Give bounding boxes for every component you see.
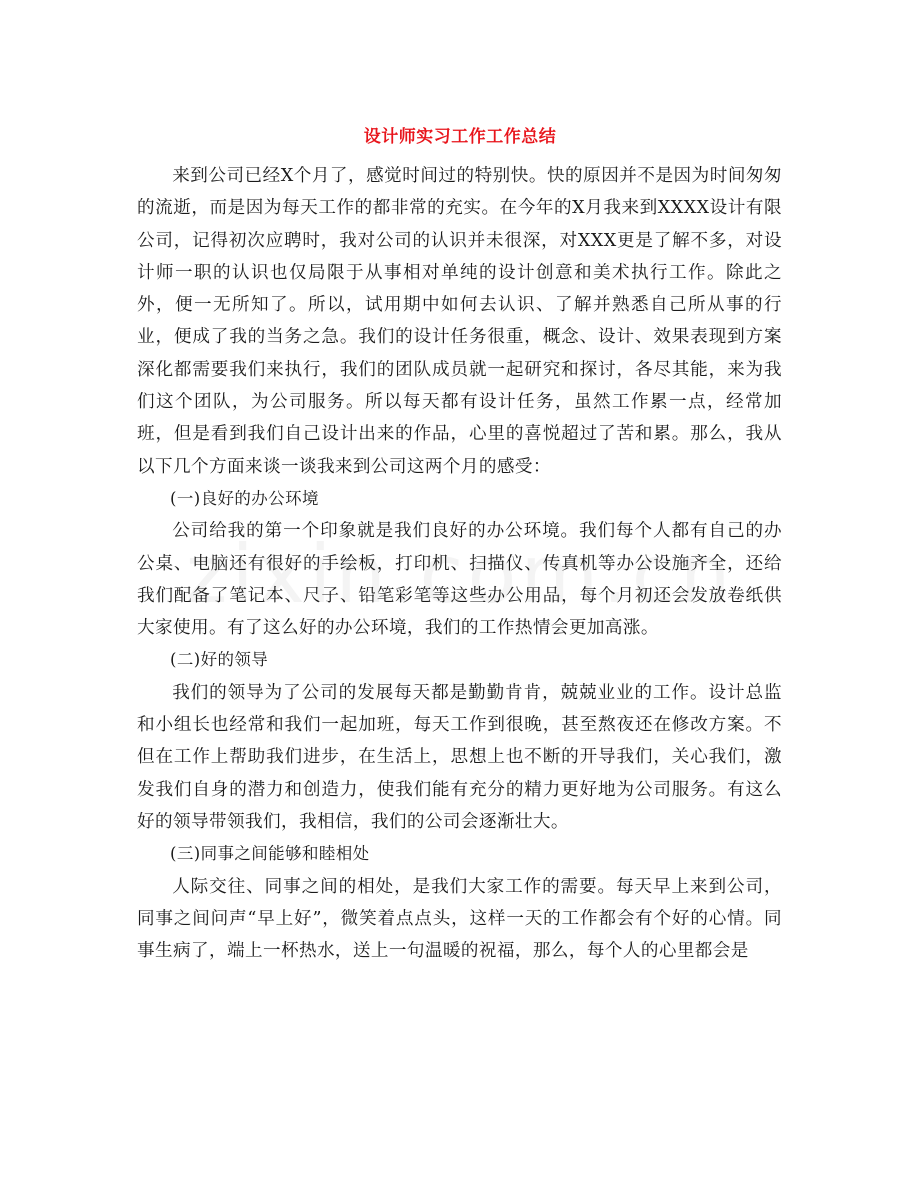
document-title: 设计师实习工作工作总结 — [363, 127, 557, 147]
section-paragraph-2: 我们的领导为了公司的发展每天都是勤勤肯肯，兢兢业业的工作。设计总监和小组长也经常和我们一起加班，每天工作到很晚，甚至熬夜还在修改方案。不但在工作上帮助我们进步，在生活上，思想上也不断的开导我们，关心我们，激发我们自身的潜力和创造力，使我们能有充分的精力更好地为公司服务。有这么好的领导带领我们，我相信，我们的公司会逐渐壮大。 — [137, 682, 782, 832]
section-heading-1: (一)良好的办公环境 — [170, 488, 319, 508]
section-paragraph-1: 公司给我的第一个印象就是我们良好的办公环境。我们每个人都有自己的办公桌、电脑还有很好的手绘板，打印机、扫描仪、传真机等办公设施齐全，还给我们配备了笔记本、尺子、铅笔彩笔等这些办公用品，每个月初还会发放卷纸供大家使用。有了这么好的办公环境，我们的工作热情会更加高涨。 — [137, 521, 782, 639]
document-body — [137, 160, 782, 967]
intro-paragraph: 来到公司已经X个月了，感觉时间过的特别快。快的原因并不是因为时间匆匆的流逝，而是因为每天工作的都非常的充实。在今年的X月我来到XXXX设计有限公司，记得初次应聘时，我对公司的认识并未很深，对XXX更是了解不多，对设计师一职的认识也仅局限于从事相对单纯的设计创意和美术执行工作。除此之外，便一无所知了。所以，试用期中如何去认识、了解并熟悉自己所从事的行业，便成了我的当务之急。我们的设计任务很重，概念、设计、效果表现到方案深化都需要我们来执行，我们的团队成员就一起研究和探讨，各尽其能，来为我们这个团队，为公司服务。所以每天都有设计任务，虽然工作累一点，经常加班，但是看到我们自己设计出来的作品，心里的喜悦超过了苦和累。那么，我从以下几个方面来谈一谈我来到公司这两个月的感受： — [137, 166, 782, 477]
section-heading-2: (二)好的领导 — [170, 650, 269, 670]
section-heading-3: (三)同事之间能够和睦相处 — [170, 844, 370, 864]
section-paragraph-3: 人际交往、同事之间的相处，是我们大家工作的需要。每天早上来到公司，同事之间问声“早上好”，微笑着点点头，这样一天的工作都会有个好的心情。同事生病了，端上一杯热水，送上一句温暖的祝福，那么，每个人的心里都会是 — [137, 876, 782, 962]
